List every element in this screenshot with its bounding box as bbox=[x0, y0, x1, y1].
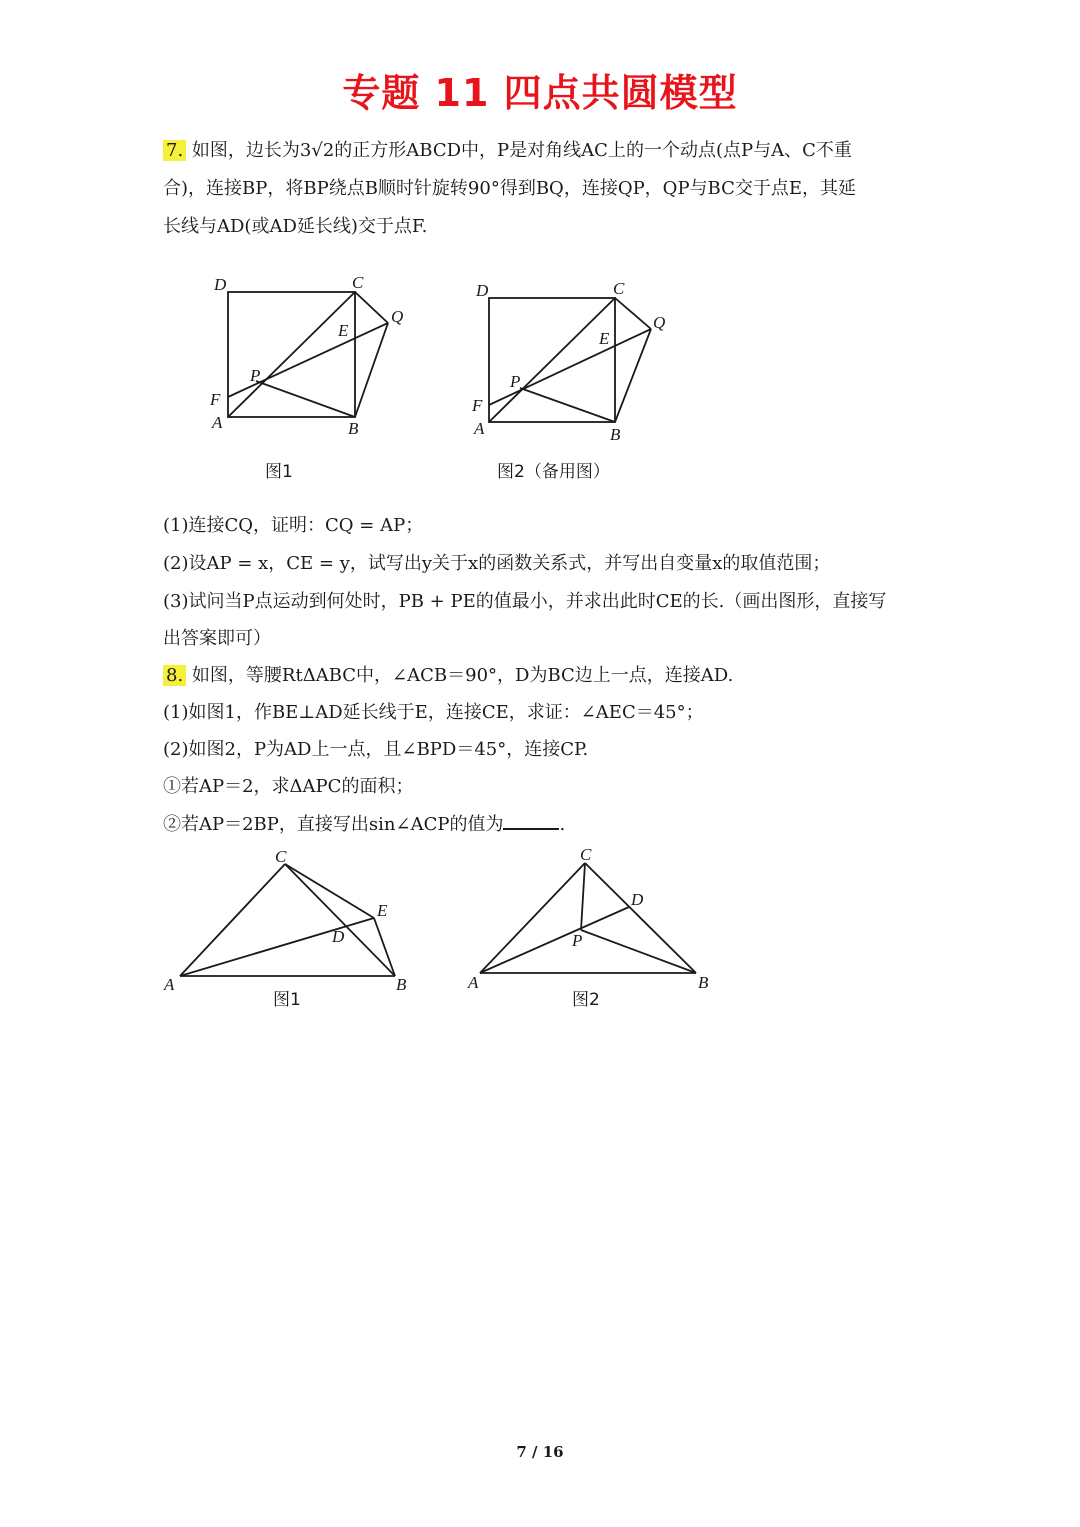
q8-fig2-segment-cp bbox=[581, 863, 585, 930]
q7-fig1-point-label: A bbox=[212, 413, 223, 432]
q7-fig1-point-label: D bbox=[214, 275, 227, 294]
q8-fig1-point-label: E bbox=[377, 901, 388, 920]
q8-fig1-point-label: D bbox=[332, 927, 345, 946]
q7-fig2-diagonal-ac bbox=[489, 298, 615, 422]
q8-fig2-point-label: D bbox=[631, 890, 644, 909]
q7-number: 7. bbox=[163, 140, 186, 161]
q8-fig2-segment-ac bbox=[480, 863, 585, 973]
q7-fig2-point-label: F bbox=[472, 396, 483, 415]
q8-intro: 如图，等腰RtΔABC中，∠ACB＝90°，D为BC边上一点，连接AD. bbox=[191, 665, 734, 686]
q7-fig1-point-label: Q bbox=[391, 307, 404, 326]
q7-figure-1 bbox=[228, 292, 388, 417]
q8-figure-1 bbox=[180, 864, 395, 976]
q8-part-2-1: ①若AP＝2，求ΔAPC的面积； bbox=[163, 776, 414, 797]
q8-fig2-segment-cb bbox=[585, 863, 696, 973]
q7-fig2-segment-pb bbox=[520, 388, 615, 422]
q8-figure-2 bbox=[480, 863, 696, 973]
q8-part-2-2-text: ②若AP＝2BP，直接写出sin∠ACP的值为 bbox=[163, 814, 504, 835]
q8-fig1-point-label: B bbox=[396, 975, 407, 994]
q7-fig2-point-label: C bbox=[613, 279, 625, 298]
page-title: 专题 11 四点共圆模型 bbox=[342, 71, 738, 115]
q8-fig1-segment-ac bbox=[180, 864, 285, 976]
q7-fig1-point-label: F bbox=[210, 390, 221, 409]
q7-fig2-segment-cq bbox=[615, 298, 651, 329]
q7-fig1-point-label: B bbox=[348, 419, 359, 438]
q7-part-3: (3)试问当P点运动到何处时，PB + PE的值最小，并求出此时CE的长.（画出图形，直接写 bbox=[163, 591, 887, 612]
q8-fig2-point-label: B bbox=[698, 973, 709, 992]
q7-fig1-segment-pb bbox=[256, 381, 355, 417]
q8-part-2: (2)如图2，P为AD上一点，且∠BPD＝45°，连接CP. bbox=[163, 739, 589, 760]
q7-fig2-point-label: D bbox=[476, 281, 489, 300]
q7-part-3-cont: 出答案即可） bbox=[163, 628, 271, 649]
q8-fig2-point-label: C bbox=[580, 845, 592, 864]
q7-fig1-caption: 图1 bbox=[265, 462, 293, 482]
q8-fig1-point-label: A bbox=[164, 975, 175, 994]
q7-part-1: (1)连接CQ，证明：CQ = AP； bbox=[163, 515, 424, 536]
q7-fig1-point-label: C bbox=[352, 273, 364, 292]
page-number: 7 / 16 bbox=[516, 1443, 564, 1461]
q7-fig1-point-label: E bbox=[338, 321, 349, 340]
q7-fig2-point-label: P bbox=[510, 372, 521, 391]
q7-figure-2 bbox=[489, 298, 651, 422]
q8-fig2-point-label: A bbox=[468, 973, 479, 992]
q7-fig2-point-label: E bbox=[599, 329, 610, 348]
q7-fig1-diagonal-ac bbox=[228, 292, 355, 417]
q7-fig1-line-fq bbox=[228, 323, 388, 397]
q7-fig1-segment-cq bbox=[355, 292, 388, 323]
q8-part-1: (1)如图1，作BE⊥AD延长线于E，连接CE，求证：∠AEC＝45°； bbox=[163, 702, 704, 723]
q8-fig1-segment-eb bbox=[374, 918, 395, 976]
q7-fig1-point-label: P bbox=[250, 366, 261, 385]
q7-line-2: 合)，连接BP，将BP绕点B顺时针旋转90°得到BQ，连接QP，QP与BC交于点E，其延 bbox=[163, 178, 857, 199]
q8-fig1-caption: 图1 bbox=[273, 990, 301, 1010]
q7-fig2-point-label: Q bbox=[653, 313, 666, 332]
q8-fig1-segment-cb bbox=[285, 864, 395, 976]
q7-part-2: (2)设AP = x，CE = y，试写出y关于x的函数关系式，并写出自变量x的取值范围； bbox=[163, 553, 831, 574]
q8-fig2-point-label: P bbox=[572, 931, 583, 950]
q7-fig2-point-label: B bbox=[610, 425, 621, 444]
q8-fig1-segment-ae bbox=[180, 918, 374, 976]
q8-fig2-caption: 图2 bbox=[572, 990, 600, 1010]
q7-line-3: 长线与AD(或AD延长线)交于点F. bbox=[163, 216, 428, 237]
q7-fig1-segment-qb bbox=[355, 323, 388, 417]
q8-end-mark: . bbox=[559, 814, 566, 835]
q8-fig2-segment-pb bbox=[581, 930, 696, 973]
q7-fig2-point-label: A bbox=[474, 419, 485, 438]
q7-fig2-caption: 图2（备用图） bbox=[497, 462, 610, 482]
q7-text-1: 如图，边长为3√2的正方形ABCD中，P是对角线AC上的一个动点(点P与A、C不重 bbox=[191, 140, 852, 161]
q8-number: 8. bbox=[163, 665, 186, 686]
q8-fig1-point-label: C bbox=[275, 847, 287, 866]
